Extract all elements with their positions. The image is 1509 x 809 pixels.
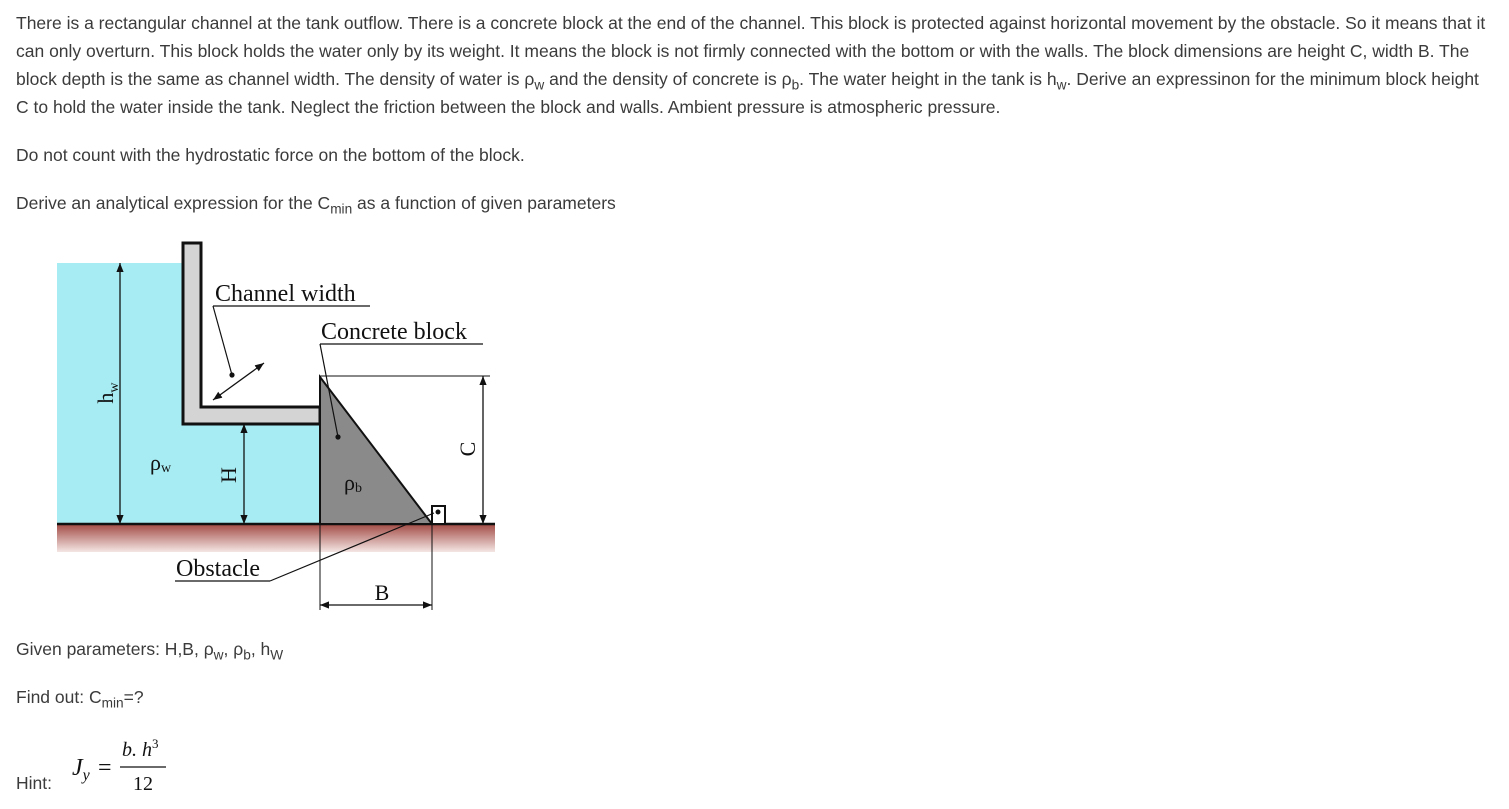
- B-label: B: [374, 580, 390, 605]
- subscript: b: [243, 647, 251, 663]
- desc-part: . Derive an expressinon for the minimum block height C to hold the water inside the tank. Neglect the friction between the block and walls. Ambient pressure is atmospheric pressure.: [16, 69, 1479, 117]
- concrete-block-label: Concrete block: [321, 319, 467, 345]
- formula-lhs: $J_y$: [72, 755, 90, 784]
- subscript: w: [534, 77, 545, 93]
- desc-part: There is a rectangular channel at the tank outflow. There is a concrete block at the end of the channel. This block is protected against horizontal movement by the obstacle. So it means that it can only overturn. This block holds the water only by its weight. It means the block is not firmly connected with the bottom or with the walls. The block dimensions are height C, width B. The block depth is the same as channel width. The density of water is ρ: [16, 13, 1486, 89]
- C-label: C: [455, 441, 480, 457]
- subscript: b: [791, 77, 800, 93]
- find-out: [16, 683, 144, 711]
- formula-numerator: b. $h^3$: [122, 736, 159, 761]
- channel-water: [183, 424, 320, 524]
- obstacle: [432, 506, 445, 524]
- desc-part: and the density of concrete is ρ: [544, 69, 792, 89]
- rho-b-label: ρb: [344, 470, 362, 496]
- subscript: w: [213, 647, 224, 663]
- channel-width-label: Channel width: [215, 281, 356, 307]
- subscript: w: [1056, 77, 1067, 93]
- formula-denominator: 12: [133, 773, 153, 795]
- desc-part: . The water height in the tank is h: [799, 69, 1057, 89]
- concrete-block: [320, 377, 432, 524]
- rho-w-label: ρw: [150, 450, 172, 476]
- ground: [57, 524, 495, 552]
- H-label: H: [216, 467, 241, 483]
- find-part: =?: [123, 687, 144, 707]
- hw-label: $h_w$: [93, 382, 122, 404]
- derive-part: as a function of given parameters: [352, 193, 616, 213]
- obstacle-label: Obstacle: [176, 556, 260, 582]
- given-part: , ρ: [223, 639, 244, 659]
- subscript: min: [101, 695, 124, 711]
- given-part: Given parameters: H,B, ρ: [16, 639, 214, 659]
- subscript: min: [330, 201, 353, 217]
- subscript: W: [270, 647, 284, 663]
- hint-formula: [70, 736, 180, 798]
- find-part: Find out: C: [16, 687, 102, 707]
- derive-part: Derive an analytical expression for the C: [16, 193, 331, 213]
- note-text: Do not count with the hydrostatic force on the bottom of the block.: [16, 145, 525, 165]
- formula-equals: =: [98, 755, 112, 781]
- tank-wall: [183, 243, 320, 424]
- given-part: , h: [250, 639, 271, 659]
- hint-label: Hint:: [16, 773, 52, 793]
- channel-width-arrow: [213, 363, 264, 400]
- given-parameters: [16, 635, 283, 663]
